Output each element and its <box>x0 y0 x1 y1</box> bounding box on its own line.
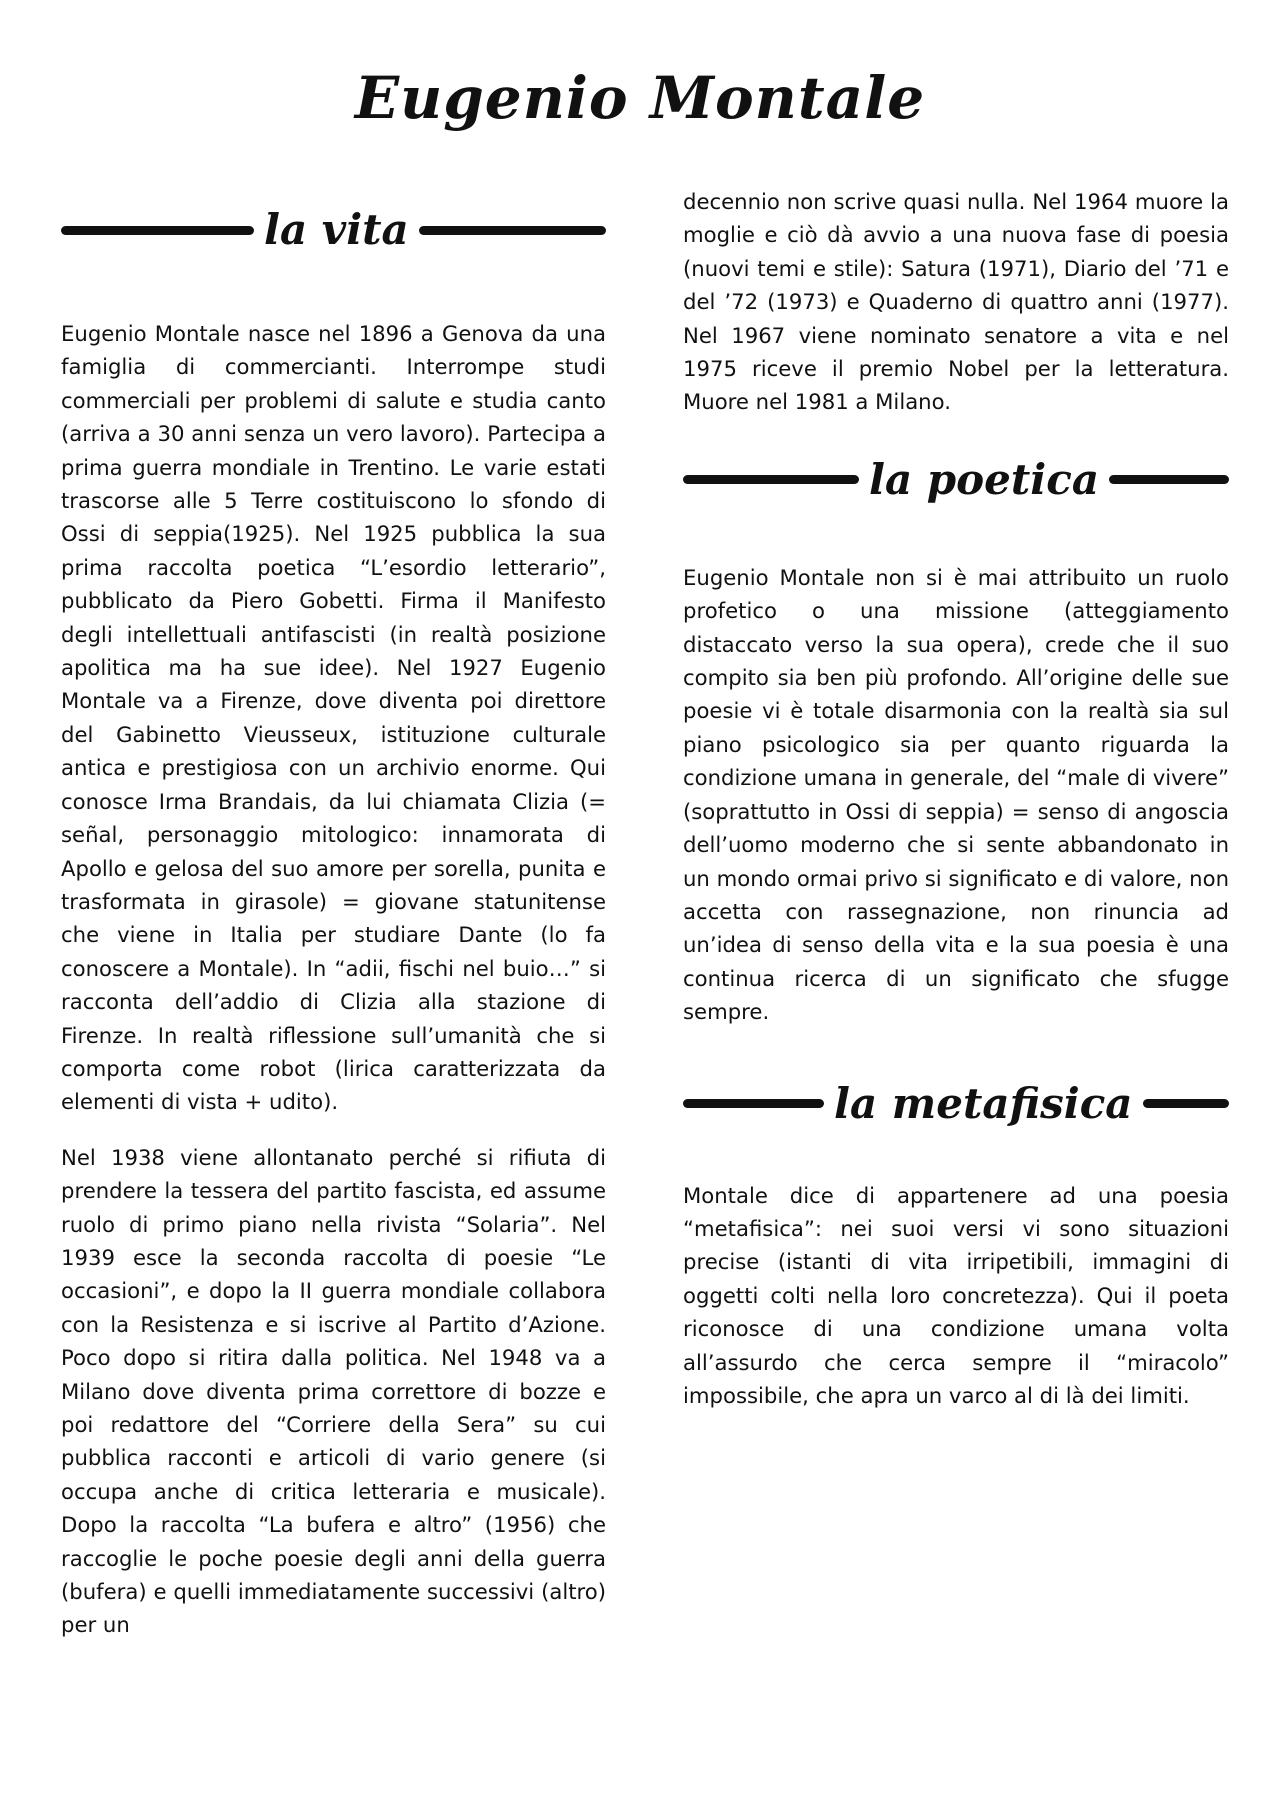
vita-continuation: decennio non scrive quasi nulla. Nel 1964 muore la moglie e ciò dà avvio a una nuova fase di poesia (nuovi temi e stile): Satura (1971), Diario del ’71 e del ’72 (1973) e Quaderno di quattro anni (1977). Nel 1967 viene nominato senatore a vita e nel 1975 riceve il premio Nobel per la letteratura. Muore nel 1981 a Milano. <box>683 189 1229 415</box>
right-column <box>683 185 1229 1412</box>
poetica-paragraph: Eugenio Montale non si è mai attribuito un ruolo profetico o una missione (atteggiamento distaccato verso la sua opera), crede che il suo compito sia ben più profondo. All’origine delle sue poesie vi è totale disarmonia con la realtà sia sul piano psicologico sia per quanto riguarda la condizione umana in generale, del “male di vivere” (soprattutto in Ossi di seppia) = senso di angoscia dell’uomo moderno che si sente abbandonato in un mondo ormai privo si significato e di valore, non accetta con rassegnazione, non rinuncia ad un’idea di senso della vita e la sua poesia è una continua ricerca di un significato che sfugge sempre. <box>683 564 1229 1025</box>
heading-rule-left <box>683 475 859 484</box>
section-heading-metafisica <box>683 1069 1229 1139</box>
heading-rule-right <box>1109 475 1229 484</box>
section-heading-vita <box>61 195 606 265</box>
section-title-vita: la vita <box>264 205 409 254</box>
heading-rule-right <box>1143 1099 1230 1108</box>
vita-paragraph-2: Nel 1938 viene allontanato perché si rifiuta di prendere la tessera del partito fascista, ed assume ruolo di primo piano nella rivista “Solaria”. Nel 1939 esce la seconda raccolta di poesie “Le occasioni”, e dopo la II guerra mondiale collabora con la Resistenza e si iscrive al Partito d’Azione. Poco dopo si ritira dalla politica. Nel 1948 va a Milano dove diventa prima correttore di bozze e poi redattore del “Corriere della Sera” su cui pubblica racconti e articoli di vario genere (si occupa anche di critica letteraria e musicale). Dopo la raccolta “La bufera e altro” (1956) che raccoglie le poche poesie degli anni della guerra (bufera) e quelli immediatamente successivi (altro) per un <box>61 1144 606 1638</box>
section-title-poetica: la poetica <box>869 454 1100 504</box>
heading-rule-right <box>419 226 606 235</box>
heading-rule-left <box>683 1099 824 1108</box>
vita-paragraph-1: Eugenio Montale nasce nel 1896 a Genova da una famiglia di commercianti. Interrompe studi commerciali per problemi di salute e studia canto (arriva a 30 anni senza un vero lavoro). Partecipa a prima guerra mondiale in Trentino. Le varie estati trascorse alle 5 Terre costituiscono lo sfondo di Ossi di seppia(1925). Nel 1925 pubblica la sua prima raccolta poetica “L’esordio letterario”, pubblicato da Piero Gobetti. Firma il Manifesto degli intellettuali antifascisti (in realtà posizione apolitica ma ha sue idee). Nel 1927 Eugenio Montale va a Firenze, dove diventa poi direttore del Gabinetto Vieusseux, istituzione culturale antica e prestigiosa con un archivio enorme. Qui conosce Irma Brandais, da lui chiamata Clizia (= señal, personaggio mitologico: innamorata di Apollo e gelosa del suo amore per sorella, punita e trasformata in girasole) = giovane statunitense che viene in Italia per studiare Dante (lo fa conoscere a Montale). In “adii, fischi nel buio…” si racconta dell’addio di Clizia alla stazione di Firenze. In realtà riflessione sull’umanità che si comporta come robot (lirica caratterizzata da elementi di vista + udito). <box>61 321 606 1115</box>
heading-rule-left <box>61 226 254 235</box>
left-column <box>61 195 606 1642</box>
section-title-metafisica: la metafisica <box>834 1078 1133 1128</box>
section-heading-poetica <box>683 445 1229 515</box>
metafisica-paragraph: Montale dice di appartenere ad una poesia “metafisica”: nei suoi versi vi sono situazioni precise (istanti di vita irripetibili, immagini di oggetti colti nella loro concretezza). Qui il poeta riconosce di una condizione umana volta all’assurdo che cerca sempre il “miracolo” impossibile, che apra un varco al di là dei limiti. <box>683 1182 1229 1408</box>
page-title: Eugenio Montale <box>354 64 926 132</box>
